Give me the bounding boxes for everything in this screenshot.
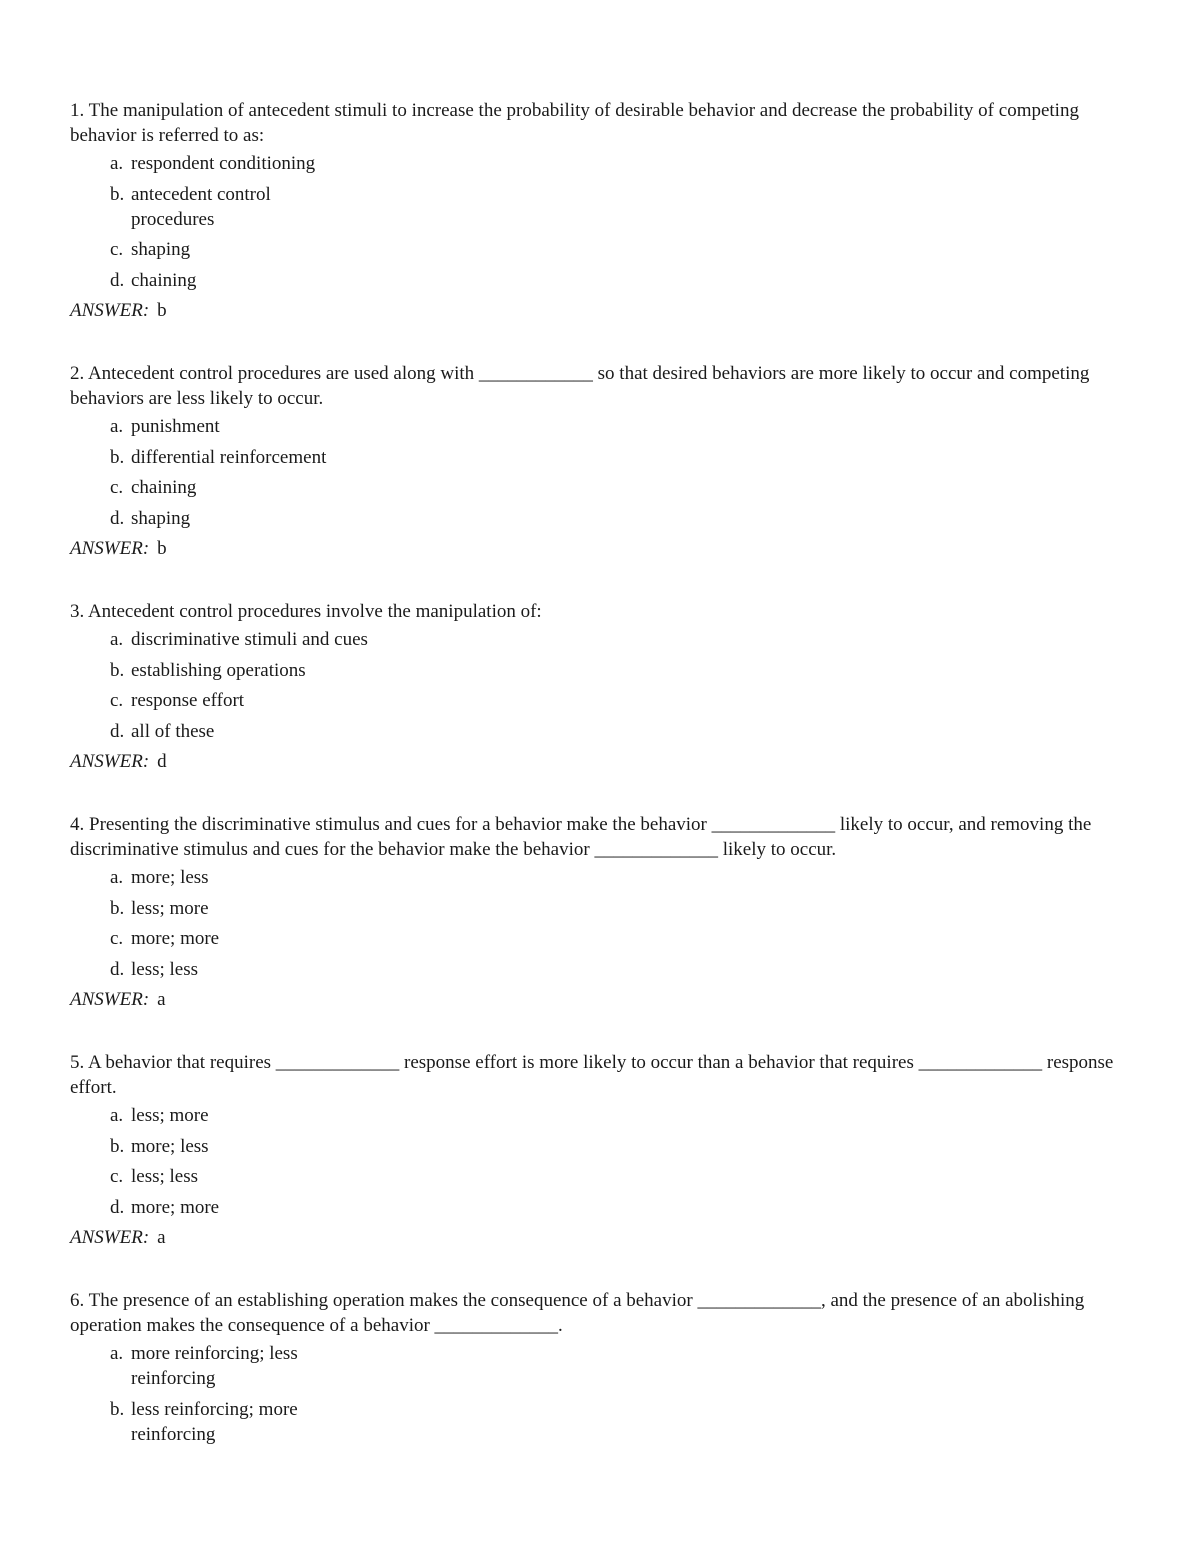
option-letter: d.	[110, 1196, 125, 1218]
answer-line	[70, 1225, 1135, 1250]
option-list	[70, 414, 1135, 531]
option-text: discriminative stimuli and cues	[131, 629, 368, 650]
option-b	[70, 445, 1135, 470]
option-text: less; more	[131, 1105, 209, 1126]
option-text: more; less	[131, 1135, 209, 1157]
answer-value: b	[157, 300, 167, 321]
option-text: less reinforcing; more reinforcing	[131, 1398, 298, 1445]
question-stem: 5. A behavior that requires _____________ response effort is more likely to occur than a behavior that requires _____________ response effort.	[70, 1052, 1114, 1098]
option-letter: a.	[110, 867, 124, 888]
option-list	[70, 1341, 1135, 1447]
option-letter: b.	[110, 659, 125, 681]
answer-label: ANSWER:	[70, 1227, 150, 1248]
option-c	[70, 1164, 1135, 1189]
question-5	[70, 1050, 1135, 1250]
option-letter: b.	[110, 183, 125, 205]
option-letter: b.	[110, 1398, 125, 1420]
option-letter: c.	[110, 690, 124, 711]
answer-label: ANSWER:	[70, 751, 150, 772]
question-stem: 6. The presence of an establishing operation makes the consequence of a behavior _____________, and the presence of an abolishing operation makes the consequence of a behavior _____________.	[70, 1290, 1085, 1336]
answer-label: ANSWER:	[70, 538, 150, 559]
option-b	[70, 658, 1135, 683]
option-d	[70, 1195, 1135, 1220]
answer-line	[70, 536, 1135, 561]
option-list	[70, 151, 1135, 293]
option-d	[70, 719, 1135, 744]
option-c	[70, 475, 1135, 500]
option-a	[70, 1103, 1135, 1128]
question-4	[70, 812, 1135, 1012]
option-b	[70, 896, 1135, 921]
option-text: response effort	[131, 690, 245, 711]
option-c	[70, 688, 1135, 713]
option-text: more; more	[131, 928, 220, 949]
option-letter: b.	[110, 446, 125, 468]
option-text: shaping	[131, 239, 191, 260]
option-text: respondent conditioning	[131, 153, 316, 174]
answer-label: ANSWER:	[70, 989, 150, 1010]
option-d	[70, 957, 1135, 982]
option-text: less; more	[131, 897, 209, 919]
option-letter: d.	[110, 269, 125, 291]
option-text: chaining	[131, 477, 197, 498]
answer-value: d	[157, 751, 167, 772]
option-text: differential reinforcement	[131, 446, 327, 468]
question-stem: 3. Antecedent control procedures involve the manipulation of:	[70, 601, 542, 622]
option-letter: a.	[110, 1105, 124, 1126]
answer-line	[70, 298, 1135, 323]
option-letter: c.	[110, 928, 124, 949]
option-text: all of these	[131, 720, 215, 742]
answer-line	[70, 749, 1135, 774]
option-b	[70, 1397, 1135, 1447]
option-letter: d.	[110, 720, 125, 742]
option-letter: a.	[110, 629, 124, 650]
answer-label: ANSWER:	[70, 300, 150, 321]
option-text: establishing operations	[131, 659, 306, 681]
option-letter: c.	[110, 477, 124, 498]
option-letter: a.	[110, 153, 124, 174]
option-a	[70, 1341, 1135, 1391]
option-c	[70, 926, 1135, 951]
option-letter: b.	[110, 897, 125, 919]
option-list	[70, 627, 1135, 744]
answer-line	[70, 987, 1135, 1012]
option-letter: d.	[110, 507, 125, 529]
option-text: punishment	[131, 416, 220, 437]
option-list	[70, 1103, 1135, 1220]
option-text: chaining	[131, 269, 197, 291]
option-letter: b.	[110, 1135, 125, 1157]
option-letter: c.	[110, 239, 124, 260]
question-2	[70, 361, 1135, 561]
option-text: more; more	[131, 1196, 220, 1218]
option-a	[70, 414, 1135, 439]
question-stem: 1. The manipulation of antecedent stimuli to increase the probability of desirable behavior and decrease the probability of competing behavior is referred to as:	[70, 100, 1079, 146]
option-text: less; less	[131, 1166, 199, 1187]
answer-value: b	[157, 538, 167, 559]
option-list	[70, 865, 1135, 982]
option-letter: a.	[110, 1343, 124, 1364]
option-letter: a.	[110, 416, 124, 437]
question-1	[70, 98, 1135, 323]
option-a	[70, 151, 1135, 176]
question-3	[70, 599, 1135, 774]
question-stem: 4. Presenting the discriminative stimulus and cues for a behavior make the behavior _____________ likely to occur, and removing the discriminative stimulus and cues for the behavior make the behavior _____________ likely to occur.	[70, 814, 1092, 860]
option-c	[70, 237, 1135, 262]
option-text: shaping	[131, 507, 191, 529]
option-letter: c.	[110, 1166, 124, 1187]
question-6	[70, 1288, 1135, 1447]
option-text: less; less	[131, 958, 199, 980]
option-a	[70, 865, 1135, 890]
option-letter: d.	[110, 958, 125, 980]
option-a	[70, 627, 1135, 652]
option-text: more; less	[131, 867, 209, 888]
option-d	[70, 268, 1135, 293]
option-b	[70, 182, 1135, 232]
answer-value: a	[157, 989, 166, 1010]
question-document	[70, 98, 1135, 1485]
option-text: antecedent control procedures	[131, 183, 271, 230]
option-d	[70, 506, 1135, 531]
question-stem: 2. Antecedent control procedures are used along with ____________ so that desired behaviors are more likely to occur and competing behaviors are less likely to occur.	[70, 363, 1090, 409]
option-text: more reinforcing; less reinforcing	[131, 1343, 298, 1389]
answer-value: a	[157, 1227, 166, 1248]
option-b	[70, 1134, 1135, 1159]
